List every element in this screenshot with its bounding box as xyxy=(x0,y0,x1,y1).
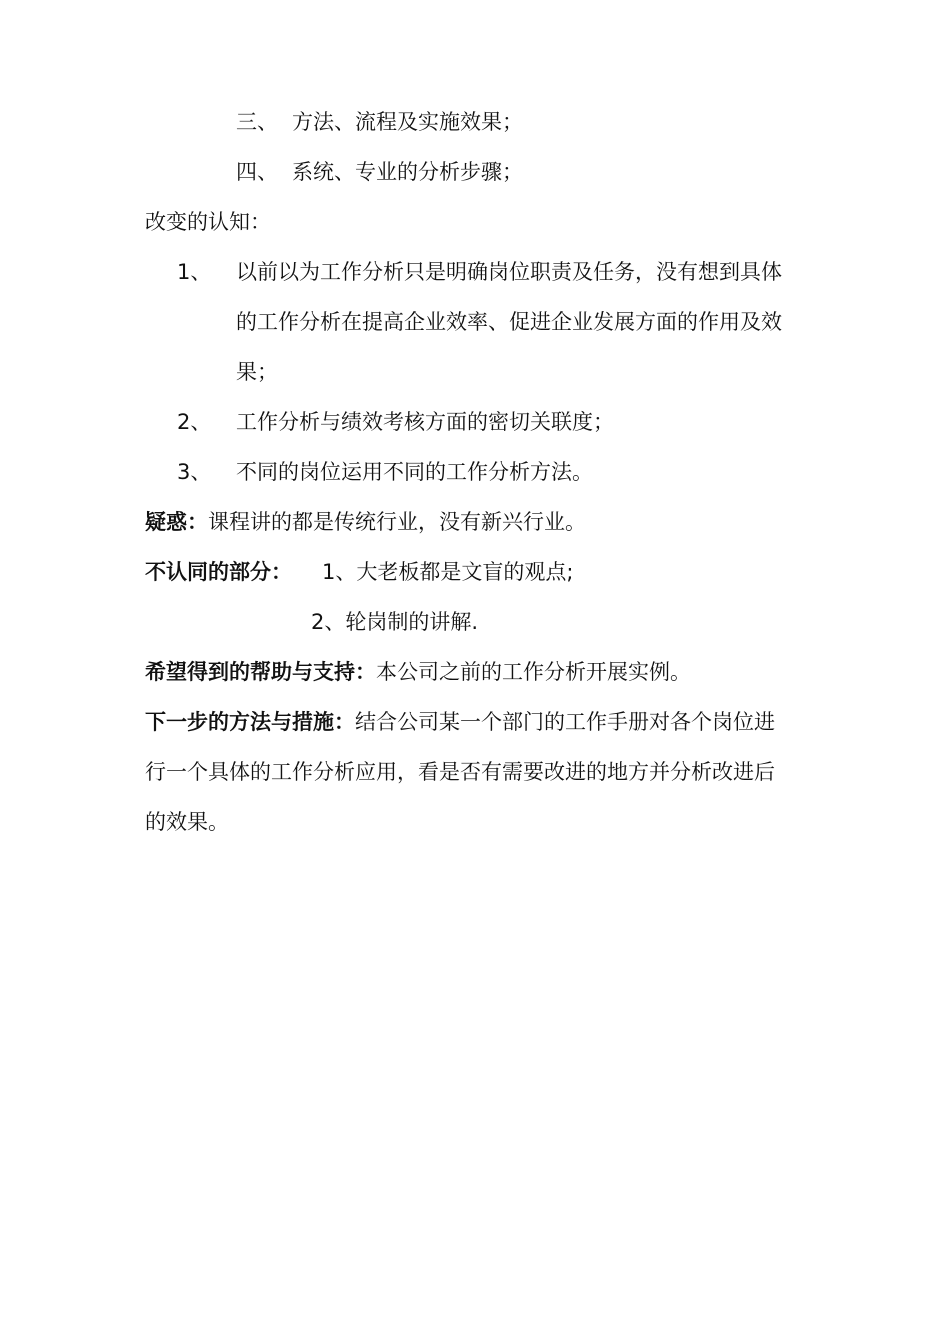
disagree-item-1: 1、大老板都是文盲的观点; xyxy=(322,560,574,584)
next-paragraph xyxy=(145,708,775,736)
doubt-label: 疑惑： xyxy=(145,510,208,534)
help-paragraph xyxy=(145,658,691,686)
disagree-item-2: 2、轮岗制的讲解. xyxy=(311,610,479,634)
point-text-content: 方法、流程及实施效果； xyxy=(292,110,523,134)
point-item xyxy=(236,158,278,186)
point-marker: 四、 xyxy=(236,160,278,184)
point-marker: 三、 xyxy=(236,110,278,134)
next-text-line: 行一个具体的工作分析应用，看是否有需要改进的地方并分析改进后 xyxy=(145,760,775,784)
doubt-paragraph xyxy=(145,508,586,536)
cognition-item-line: 的工作分析在提高企业效率、促进企业发展方面的作用及效 xyxy=(236,310,782,334)
disagree-label-line xyxy=(145,558,292,586)
point-text-content: 系统、专业的分析步骤； xyxy=(292,160,523,184)
cognition-heading: 改变的认知： xyxy=(145,210,271,234)
next-text-line: 结合公司某一个部门的工作手册对各个岗位进 xyxy=(355,710,775,734)
cognition-item-line: 工作分析与绩效考核方面的密切关联度； xyxy=(236,410,614,434)
cognition-item-line: 不同的岗位运用不同的工作分析方法。 xyxy=(236,460,593,484)
help-text: 本公司之前的工作分析开展实例。 xyxy=(376,660,691,684)
disagree-label: 不认同的部分： xyxy=(145,560,292,584)
cognition-item-marker: 2、 xyxy=(177,410,212,434)
point-text xyxy=(292,108,523,136)
next-label: 下一步的方法与措施： xyxy=(145,710,355,734)
cognition-item-marker: 1、 xyxy=(177,260,212,284)
point-item xyxy=(236,108,278,136)
help-label: 希望得到的帮助与支持： xyxy=(145,660,376,684)
cognition-item-line: 果； xyxy=(236,360,278,384)
doubt-text: 课程讲的都是传统行业，没有新兴行业。 xyxy=(208,510,586,534)
point-text xyxy=(292,158,523,186)
cognition-item-line: 以前以为工作分析只是明确岗位职责及任务，没有想到具体 xyxy=(236,260,782,284)
cognition-item-marker: 3、 xyxy=(177,460,212,484)
next-text-line: 的效果。 xyxy=(145,810,229,834)
